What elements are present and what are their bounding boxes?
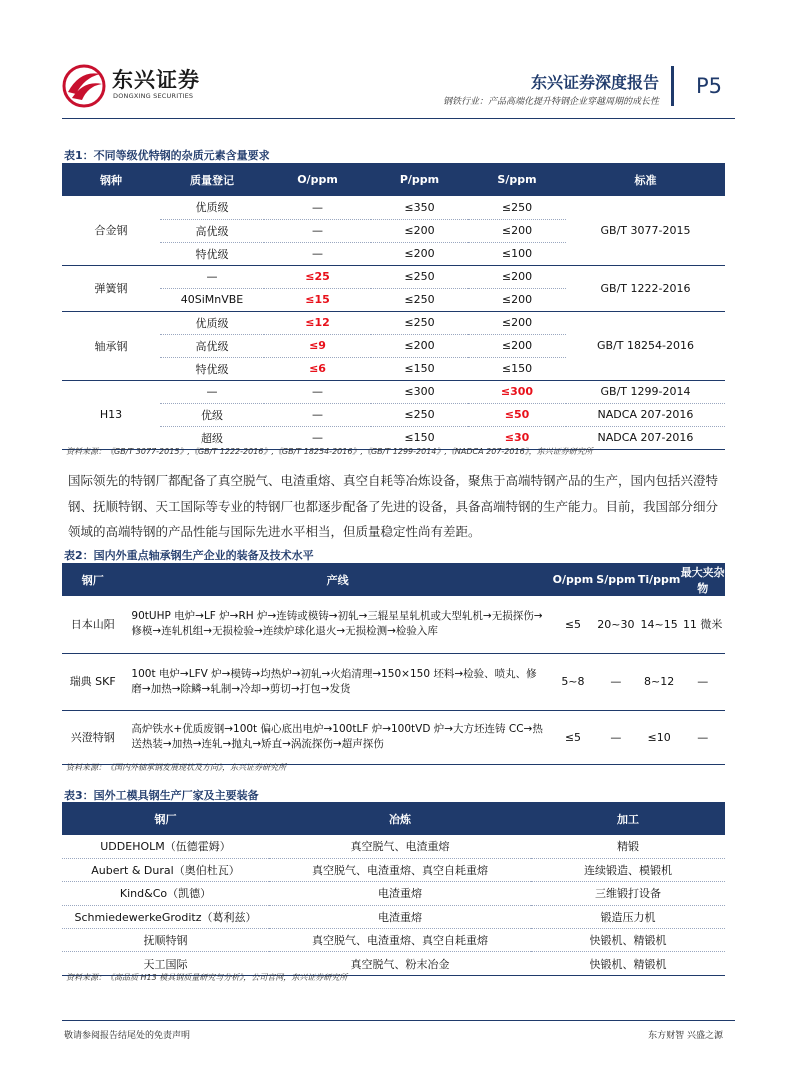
grade-cell: 高优级 xyxy=(160,219,264,242)
o-cell: ≤5 xyxy=(552,596,594,653)
o-cell: — xyxy=(264,380,371,403)
grade-cell: — xyxy=(160,265,264,288)
company-logo xyxy=(62,64,232,110)
standard-cell: NADCA 207-2016 xyxy=(566,426,725,449)
smelting-cell: 真空脱气、电渣重熔、真空自耗重熔 xyxy=(269,858,531,881)
o-cell: 5~8 xyxy=(552,653,594,710)
p-cell: ≤200 xyxy=(371,242,468,265)
mill-cell: UDDEHOLM（伍德霍姆） xyxy=(62,835,269,858)
o-cell: ≤5 xyxy=(552,710,594,764)
body-paragraph: 国际领先的特钢厂都配备了真空脱气、电渣重熔、真空自耗等冶炼设备，聚焦于高端特钢产品的生产，国内包括兴澄特钢、抚顺特钢、天工国际等专业的特钢厂也都逐步配备了先进的设备，具备高端特钢的生产能力。目前，我国部分细分领域的高端特钢的产品性能与国际先进水平相当，但质量稳定性尚有差距。 xyxy=(68,473,719,539)
mill-cell: Aubert & Dural（奥伯杜瓦） xyxy=(62,858,269,881)
table1-caption: 表1：不同等级优特钢的杂质元素含量要求 xyxy=(64,149,270,162)
table1 xyxy=(62,163,725,450)
p-cell: ≤200 xyxy=(371,219,468,242)
table-row xyxy=(62,835,725,858)
grade-cell: 高优级 xyxy=(160,334,264,357)
page-number: P5 xyxy=(696,74,723,98)
mill-cell: 兴澄特钢 xyxy=(62,710,123,764)
smelting-cell: 真空脱气、电渣重熔 xyxy=(269,835,531,858)
p-cell: ≤250 xyxy=(371,311,468,334)
o-cell: ≤15 xyxy=(264,288,371,311)
table2-header-row xyxy=(62,563,725,596)
table-row xyxy=(62,710,725,764)
report-subtitle: 钢铁行业：产品高端化提升特钢企业穿越周期的成长性 xyxy=(442,97,659,107)
table2-header-cell: Ti/ppm xyxy=(638,563,681,596)
process-line-cell: 高炉铁水+优质废钢→100t 偏心底出电炉→100tLF 炉→100tVD 炉→大方坯连铸 CC→热送热装→加热→连轧→抛丸→矫直→涡流探伤→超声探伤 xyxy=(123,710,552,764)
mill-cell: 天工国际 xyxy=(62,952,269,975)
p-cell: ≤350 xyxy=(371,196,468,219)
table2 xyxy=(62,563,725,765)
table1-header-cell: O/ppm xyxy=(264,163,371,196)
disclaimer-note: 敬请参阅报告结尾处的免责声明 xyxy=(64,1031,191,1041)
o-cell: ≤25 xyxy=(264,265,371,288)
p-cell: ≤250 xyxy=(371,288,468,311)
o-cell: — xyxy=(264,403,371,426)
table-row xyxy=(62,403,725,426)
table3-caption: 表3：国外工模具钢生产厂家及主要装备 xyxy=(64,789,259,802)
smelting-cell: 电渣重熔 xyxy=(269,882,531,905)
table2-header-cell: S/ppm xyxy=(594,563,638,596)
grade-cell: 特优级 xyxy=(160,357,264,380)
table1-header-cell: 标准 xyxy=(566,163,725,196)
s-cell: ≤200 xyxy=(468,219,566,242)
grade-cell: 特优级 xyxy=(160,242,264,265)
footer-rule xyxy=(62,1020,735,1021)
inclusion-cell: 11 微米 xyxy=(680,596,725,653)
header-divider xyxy=(671,66,674,106)
table1-header-cell: 质量登记 xyxy=(160,163,264,196)
inclusion-cell: — xyxy=(680,653,725,710)
standard-cell: NADCA 207-2016 xyxy=(566,403,725,426)
grade-cell: 优质级 xyxy=(160,311,264,334)
processing-cell: 三维锻打设备 xyxy=(531,882,725,905)
smelting-cell: 真空脱气、粉末冶金 xyxy=(269,952,531,975)
table1-header-cell: S/ppm xyxy=(468,163,566,196)
mill-cell: 瑞典 SKF xyxy=(62,653,123,710)
mill-cell: SchmiedewerkeGroditz（葛利兹） xyxy=(62,905,269,928)
logo-text-en: DONGXING SECURITIES xyxy=(113,92,194,100)
processing-cell: 连续锻造、模锻机 xyxy=(531,858,725,881)
table1-source: 资料来源：《GB/T 3077-2015》,《GB/T 1222-2016》,《GB/T 18254-2016》,《GB/T 1299-2014》,《NADCA 207-2016》，东兴证券研究所 xyxy=(66,447,593,456)
processing-cell: 快锻机、精锻机 xyxy=(531,952,725,975)
p-cell: ≤200 xyxy=(371,334,468,357)
s-cell: ≤200 xyxy=(468,288,566,311)
p-cell: ≤150 xyxy=(371,357,468,380)
table3-header-row xyxy=(62,802,725,835)
mill-cell: Kind&Co（凯德） xyxy=(62,882,269,905)
s-cell: ≤50 xyxy=(468,403,566,426)
o-cell: ≤9 xyxy=(264,334,371,357)
grade-cell: 超级 xyxy=(160,426,264,449)
table-row xyxy=(62,858,725,881)
smelting-cell: 真空脱气、电渣重熔、真空自耗重熔 xyxy=(269,929,531,952)
p-cell: ≤250 xyxy=(371,403,468,426)
grade-cell: 优质级 xyxy=(160,196,264,219)
table-row xyxy=(62,929,725,952)
o-cell: ≤6 xyxy=(264,357,371,380)
header-rule xyxy=(62,118,735,119)
table-row xyxy=(62,653,725,710)
report-type: 东兴证券深度报告 xyxy=(530,73,659,92)
table2-header-cell: 产线 xyxy=(123,563,552,596)
o-cell: — xyxy=(264,219,371,242)
ti-cell: 8~12 xyxy=(638,653,681,710)
process-line-cell: 90tUHP 电炉→LF 炉→RH 炉→连铸或模铸→初轧→三辊星星轧机或大型轧机→无损探伤→修模→连轧机组→无损检验→连续炉球化退火→无损检测→检验入库 xyxy=(123,596,552,653)
steel-type-cell: 弹簧钢 xyxy=(62,265,160,311)
smelting-cell: 电渣重熔 xyxy=(269,905,531,928)
table2-header-cell: O/ppm xyxy=(552,563,594,596)
o-cell: — xyxy=(264,242,371,265)
standard-cell: GB/T 1299-2014 xyxy=(566,380,725,403)
table3 xyxy=(62,802,725,976)
s-cell: ≤200 xyxy=(468,311,566,334)
o-cell: ≤12 xyxy=(264,311,371,334)
steel-type-cell: H13 xyxy=(62,380,160,449)
s-cell: ≤150 xyxy=(468,357,566,380)
table3-header-cell: 加工 xyxy=(531,802,725,835)
grade-cell: 优级 xyxy=(160,403,264,426)
logo-mark-icon xyxy=(62,64,108,108)
s-cell: — xyxy=(594,710,638,764)
table-row xyxy=(62,311,725,334)
steel-type-cell: 轴承钢 xyxy=(62,311,160,380)
s-cell: ≤200 xyxy=(468,265,566,288)
s-cell: ≤30 xyxy=(468,426,566,449)
table2-caption: 表2：国内外重点轴承钢生产企业的装备及技术水平 xyxy=(64,549,314,562)
table-row xyxy=(62,196,725,219)
table3-header-cell: 冶炼 xyxy=(269,802,531,835)
standard-cell: GB/T 1222-2016 xyxy=(566,265,725,311)
grade-cell: 40SiMnVBE xyxy=(160,288,264,311)
table-row xyxy=(62,905,725,928)
table-row xyxy=(62,265,725,288)
table3-source: 资料来源：《高品质 H13 模具钢质量研究与分析》，公司官网，东兴证券研究所 xyxy=(66,973,348,982)
table1-header-cell: 钢种 xyxy=(62,163,160,196)
table1-header-cell: P/ppm xyxy=(371,163,468,196)
processing-cell: 精锻 xyxy=(531,835,725,858)
s-cell: 20~30 xyxy=(594,596,638,653)
grade-cell: — xyxy=(160,380,264,403)
standard-cell: GB/T 3077-2015 xyxy=(566,196,725,265)
p-cell: ≤250 xyxy=(371,265,468,288)
footer-slogan: 东方财智 兴盛之源 xyxy=(648,1031,723,1041)
s-cell: ≤300 xyxy=(468,380,566,403)
o-cell: — xyxy=(264,426,371,449)
p-cell: ≤300 xyxy=(371,380,468,403)
table-row xyxy=(62,596,725,653)
ti-cell: ≤10 xyxy=(638,710,681,764)
processing-cell: 锻造压力机 xyxy=(531,905,725,928)
ti-cell: 14~15 xyxy=(638,596,681,653)
p-cell: ≤150 xyxy=(371,426,468,449)
processing-cell: 快锻机、精锻机 xyxy=(531,929,725,952)
s-cell: ≤200 xyxy=(468,334,566,357)
steel-type-cell: 合金钢 xyxy=(62,196,160,265)
table1-header-row xyxy=(62,163,725,196)
standard-cell: GB/T 18254-2016 xyxy=(566,311,725,380)
table2-header-cell: 最大夹杂物 xyxy=(680,563,725,596)
table3-header-cell: 钢厂 xyxy=(62,802,269,835)
inclusion-cell: — xyxy=(680,710,725,764)
s-cell: ≤250 xyxy=(468,196,566,219)
s-cell: — xyxy=(594,653,638,710)
table2-header-cell: 钢厂 xyxy=(62,563,123,596)
table-row xyxy=(62,380,725,403)
process-line-cell: 100t 电炉→LFV 炉→模铸→均热炉→初轧→火焰清理→150×150 坯料→检验、喷丸、修磨→加热→除鳞→轧制→冷却→剪切→打包→发货 xyxy=(123,653,552,710)
table-row xyxy=(62,882,725,905)
o-cell: — xyxy=(264,196,371,219)
s-cell: ≤100 xyxy=(468,242,566,265)
table2-source: 资料来源：《国内外轴承钢发展现状及方向》，东兴证券研究所 xyxy=(66,763,286,772)
mill-cell: 抚顺特钢 xyxy=(62,929,269,952)
mill-cell: 日本山阳 xyxy=(62,596,123,653)
logo-text-cn: 东兴证券 xyxy=(112,68,200,92)
